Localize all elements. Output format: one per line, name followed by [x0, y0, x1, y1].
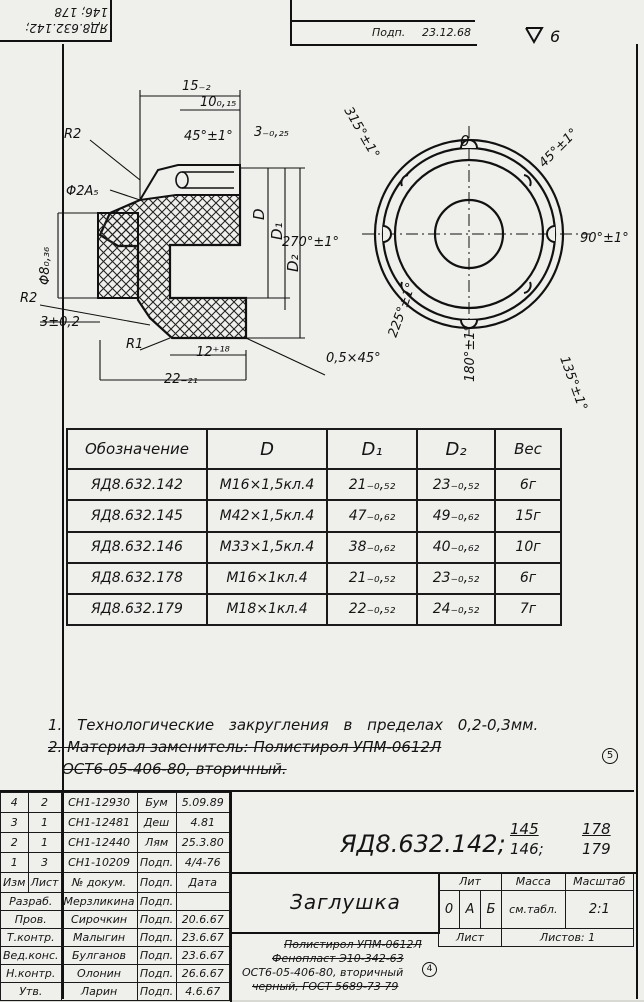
- angle-45: 45°±1°: [536, 125, 582, 171]
- angle-135: 135°±1°: [556, 354, 590, 413]
- note-2b: ОСТ6-05-406-80, вторичный.: [62, 760, 287, 778]
- table-row: 4 2 СН1-12930 Бум 5.09.89: [1, 793, 230, 813]
- dim-15: 15₋₂: [182, 79, 211, 94]
- mass-value: см.табл.: [502, 891, 566, 929]
- material-mark: 4: [422, 962, 437, 977]
- material-1: Полистирол УПМ-0612Л: [284, 938, 422, 951]
- lit-label: Лит: [439, 873, 502, 891]
- note-2: 2. Материал заменитель: Полистирол УПМ-0612Л: [48, 738, 442, 756]
- dim-10: 10₀,₁₅: [200, 95, 237, 110]
- part-title: Заглушка: [290, 890, 401, 914]
- table-row: Пров. Сирочкин Подп. 20.6.67: [1, 911, 230, 929]
- material-4: черный, ГОСТ 5689-73 79: [252, 980, 399, 993]
- lit-table: Лит Масса Масштаб 0 А Б см.табл. 2:1 Лист Листов: 1: [438, 872, 634, 947]
- table-row: Разраб. Мерзликина Подп.: [1, 893, 230, 911]
- material-cell: [230, 932, 636, 1002]
- dim-r2-top: R2: [64, 127, 82, 142]
- sheets-label: Листов: 1: [502, 929, 634, 947]
- dim-chamfer3: 3₋₀,₂₅: [254, 125, 289, 140]
- note-mark: 5: [602, 748, 618, 764]
- rotated-code: ЯД8.632.142; 146; 178: [25, 5, 108, 35]
- table-row: Т.контр. Малыгин Подп. 23.6.67: [1, 929, 230, 947]
- angle-180: 180°±1°: [463, 325, 478, 382]
- table-row: Утв. Ларин Подп. 4.6.67: [1, 983, 230, 1001]
- table-row: ЯД8.632.179 M18×1кл.4 22₋₀,₅₂ 24₋₀,₅₂ 7г: [67, 594, 561, 625]
- frac-146: 146;: [510, 840, 544, 858]
- table-row: ЯД8.632.145 M42×1,5кл.4 47₋₀,₆₂ 49₋₀,₆₂ 15г: [67, 500, 561, 531]
- table-row: ЯД8.632.146 M33×1,5кл.4 38₋₀,₆₂ 40₋₀,₆₂ 10г: [67, 532, 561, 563]
- change-table: [0, 792, 230, 1001]
- scale-label: Масштаб: [565, 873, 633, 891]
- angle-0: 0: [460, 132, 470, 150]
- table-row: Н.контр. Олонин Подп. 26.6.67: [1, 965, 230, 983]
- dim-D: D: [250, 208, 268, 220]
- material-3: ОСТ6-05-406-80, вторичный: [242, 966, 404, 979]
- table-row: 2 1 СН1-12440 Лям 25.3.80: [1, 833, 230, 853]
- frac-145: 145: [510, 820, 539, 838]
- signed-label: Подп.: [372, 26, 406, 39]
- table-row: Вед.конс. Булганов Подп. 23.6.67: [1, 947, 230, 965]
- col-designation: Обозначение: [67, 429, 207, 469]
- table-row: ЯД8.632.178 M16×1кл.4 21₋₀,₅₂ 23₋₀,₅₂ 6г: [67, 563, 561, 594]
- dim-22: 22₋₂₁: [164, 372, 198, 387]
- dim-D1: D₁: [268, 222, 286, 240]
- angle-90: 90°±1°: [580, 231, 629, 246]
- col-D2: D₂: [417, 429, 495, 469]
- designation: ЯД8.632.142;: [340, 830, 506, 858]
- angle-270: 270°±1°: [282, 235, 339, 250]
- dim-r2-left: R2: [20, 291, 38, 306]
- name-cell: [230, 872, 440, 934]
- dim-3: 3±0,2: [40, 315, 80, 330]
- variants-table: [66, 428, 562, 626]
- title-block: [0, 790, 634, 1002]
- col-D1: D₁: [327, 429, 417, 469]
- dim-D2: D₂: [284, 254, 302, 272]
- roughness-value: 6: [550, 27, 561, 46]
- frac-179: 179: [582, 840, 611, 858]
- mass-label: Масса: [502, 873, 566, 891]
- dim-12: 12⁺¹⁸: [196, 345, 230, 360]
- angle-225: 225°±1°: [385, 280, 420, 340]
- dim-dia8: Φ8₀,₃₆: [38, 246, 53, 285]
- note-1: 1. Технологические закругления в пределах 0,2-0,3мм.: [48, 716, 539, 734]
- col-weight: Вес: [495, 429, 561, 469]
- material-2: Фенопласт Э10-342-63: [272, 952, 404, 965]
- designation-cell: [230, 792, 636, 874]
- change-header-row: Изм Лист № докум. Подп. Дата: [1, 873, 230, 893]
- table-row: ЯД8.632.142 M16×1,5кл.4 21₋₀,₅₂ 23₋₀,₅₂ 6г: [67, 469, 561, 500]
- top-strip: [0, 0, 475, 44]
- sheet-label: Лист: [439, 929, 502, 947]
- signed-date: 23.12.68: [422, 26, 471, 39]
- dim-angle45: 45°±1°: [184, 129, 233, 144]
- dim-chamfer05: 0,5×45°: [326, 351, 381, 366]
- dim-r1: R1: [126, 337, 144, 352]
- scale-value: 2:1: [565, 891, 633, 929]
- frac-178: 178: [582, 820, 611, 838]
- roughness-sign: [524, 24, 574, 48]
- angle-315: 315°±1°: [340, 104, 383, 162]
- table-row: 3 1 СН1-12481 Деш 4.81: [1, 813, 230, 833]
- col-D: D: [207, 429, 327, 469]
- table-row: 1 3 СН1-10209 Подп. 4/4-76: [1, 853, 230, 873]
- dim-dia2: Φ2А₅: [66, 184, 99, 199]
